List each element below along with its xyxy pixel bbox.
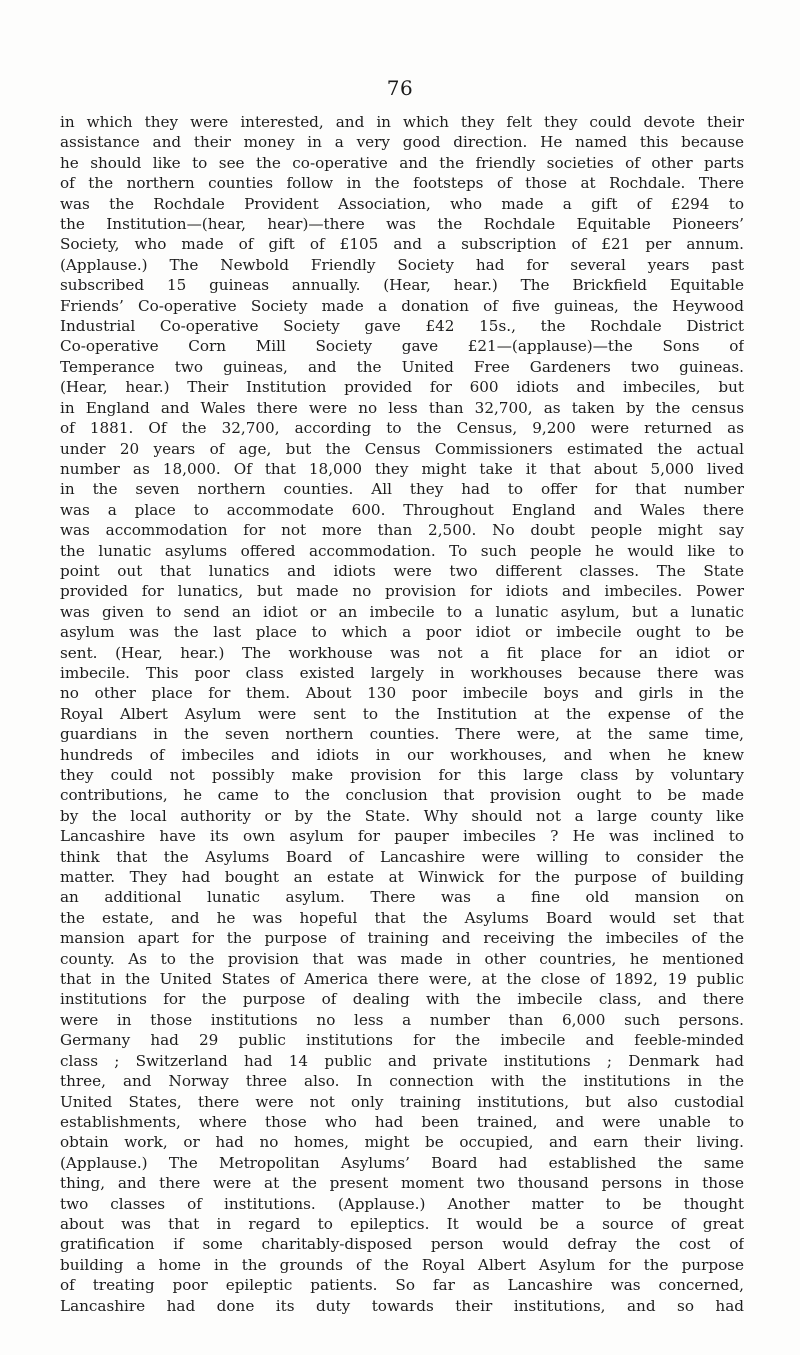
text-line: an additional lunatic asylum. There was a fine old mansion on (60, 888, 744, 907)
text-line: that in the United States of America there were, at the close of 1892, 19 public (60, 970, 744, 989)
text-line: thing, and there were at the present moment two thousand persons in those (60, 1174, 744, 1193)
text-line: assistance and their money in a very good direction. He named this because (60, 133, 744, 152)
text-line: they could not possibly make provision for this large class by voluntary (60, 766, 744, 784)
text-line: in England and Wales there were no less than 32,700, as taken by the census (60, 398, 744, 417)
text-line: Co-operative Corn Mill Society gave £21—(applause)—the Sons of (60, 337, 744, 356)
text-line: class ; Switzerland had 14 public and private institutions ; Denmark had (60, 1051, 744, 1070)
text-line: provided for lunatics, but made no provision for idiots and imbeciles. Power (60, 582, 744, 601)
text-line: Industrial Co-operative Society gave £42 15s., the Rochdale District (60, 317, 744, 336)
text-line: Lancashire had done its duty towards their institutions, and so had (60, 1296, 744, 1315)
text-line: establishments, where those who had been trained, and were unable to (60, 1112, 744, 1131)
text-line: the estate, and he was hopeful that the Asylums Board would set that (60, 908, 744, 927)
text-line: matter. They had bought an estate at Winwick for the purpose of building (60, 868, 744, 887)
text-line: asylum was the last place to which a poor idiot or imbecile ought to be (60, 623, 744, 642)
text-line: Friends’ Co-operative Society made a donation of five guineas, the Heywood (60, 296, 744, 315)
text-line: guardians in the seven northern counties. There were, at the same time, (60, 725, 744, 744)
text-line: the Institution—(hear, hear)—there was the Rochdale Equitable Pioneers’ (60, 215, 744, 234)
text-line: no other place for them. About 130 poor imbecile boys and girls in the (60, 684, 744, 703)
text-line: point out that lunatics and idiots were two different classes. The State (60, 561, 744, 580)
text-line: mansion apart for the purpose of training and receiving the imbeciles of the (60, 929, 744, 948)
text-line: was given to send an idiot or an imbecile to a lunatic asylum, but a lunatic (60, 602, 744, 621)
text-line: imbecile. This poor class existed largely in workhouses because there was (60, 663, 744, 682)
text-line: hundreds of imbeciles and idiots in our workhouses, and when he knew (60, 745, 744, 764)
text-line: was accommodation for not more than 2,500. No doubt people might say (60, 521, 744, 540)
body-text (60, 112, 744, 1316)
text-line: institutions for the purpose of dealing with the imbecile class, and there (60, 990, 744, 1009)
text-line: under 20 years of age, but the Census Commissioners estimated the actual (60, 439, 744, 458)
text-line: in which they were interested, and in which they felt they could devote their (60, 113, 744, 131)
text-line: were in those institutions no less a number than 6,000 such persons. (60, 1010, 744, 1029)
page-number: 76 (386, 76, 414, 100)
text-line: building a home in the grounds of the Royal Albert Asylum for the purpose (60, 1255, 744, 1274)
text-line: he should like to see the co-operative and the friendly societies of other parts (60, 153, 744, 172)
text-line: number as 18,000. Of that 18,000 they might take it that about 5,000 lived (60, 459, 744, 478)
text-line: about was that in regard to epileptics. It would be a source of great (60, 1214, 744, 1233)
text-line: Lancashire have its own asylum for pauper imbeciles ? He was inclined to (60, 827, 744, 846)
text-line: was a place to accommodate 600. Throughout England and Wales there (60, 500, 744, 519)
text-line: in the seven northern counties. All they had to offer for that number (60, 480, 744, 499)
text-line: two classes of institutions. (Applause.) Another matter to be thought (60, 1194, 744, 1213)
text-line: gratification if some charitably-disposed person would defray the cost of (60, 1235, 744, 1254)
text-line: Royal Albert Asylum were sent to the Institution at the expense of the (60, 704, 744, 723)
text-line: Society, who made of gift of £105 and a subscription of £21 per annum. (60, 235, 744, 254)
text-line: (Applause.) The Newbold Friendly Society had for several years past (60, 255, 744, 274)
text-line: obtain work, or had no homes, might be occupied, and earn their living. (60, 1133, 744, 1152)
text-line: county. As to the provision that was made in other countries, he mentioned (60, 949, 744, 968)
text-line: three, and Norway three also. In connection with the institutions in the (60, 1072, 744, 1091)
text-line: the lunatic asylums offered accommodation. To such people he would like to (60, 541, 744, 560)
text-line: United States, there were not only training institutions, but also custodial (60, 1092, 744, 1111)
text-line: of treating poor epileptic patients. So far as Lancashire was concerned, (60, 1276, 744, 1295)
text-line: contributions, he came to the conclusion that provision ought to be made (60, 786, 744, 805)
text-line: think that the Asylums Board of Lancashire were willing to consider the (60, 847, 744, 866)
text-line: of 1881. Of the 32,700, according to the Census, 9,200 were returned as (60, 419, 744, 438)
text-line: by the local authority or by the State. Why should not a large county like (60, 806, 744, 825)
text-line: subscribed 15 guineas annually. (Hear, hear.) The Brickfield Equitable (60, 276, 744, 295)
text-line: of the northern counties follow in the footsteps of those at Rochdale. There (60, 174, 744, 193)
text-line: sent. (Hear, hear.) The workhouse was not a fit place for an idiot or (60, 643, 744, 662)
text-line: Temperance two guineas, and the United Free Gardeners two guineas. (60, 357, 744, 376)
text-line: (Applause.) The Metropolitan Asylums’ Board had established the same (60, 1153, 744, 1172)
text-line: was the Rochdale Provident Association, who made a gift of £294 to (60, 194, 744, 213)
text-line: (Hear, hear.) Their Institution provided for 600 idiots and imbeciles, but (60, 378, 744, 397)
text-line: Germany had 29 public institutions for the imbecile and feeble-minded (60, 1031, 744, 1050)
